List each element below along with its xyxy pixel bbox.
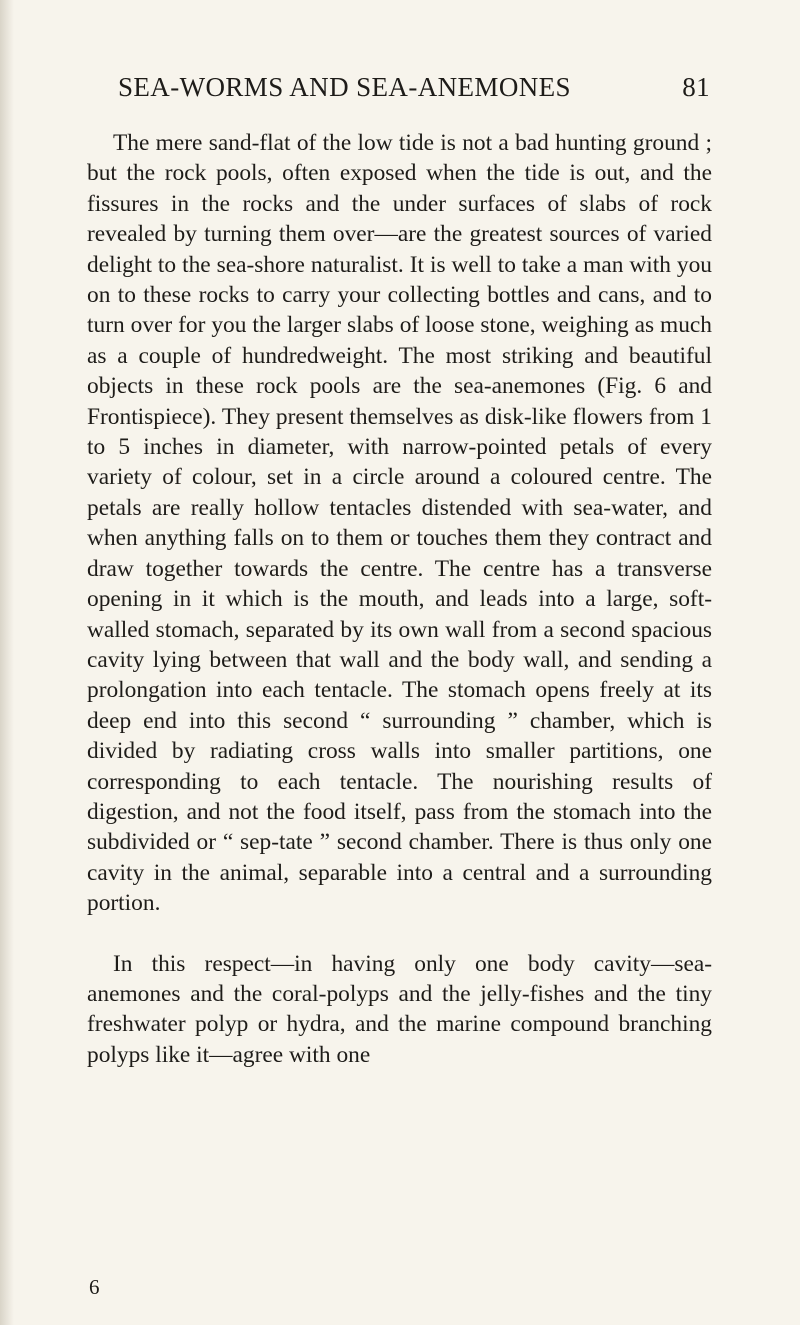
page-number: 81 <box>682 72 710 102</box>
body-text <box>87 128 712 1070</box>
paragraph: In this respect—in having only one body cavity—sea-anemones and the coral-polyps and the jelly-fishes and the tiny freshwater polyp or hydra, and the marine compound branching polyps like it—agree with one <box>87 950 712 1068</box>
running-title: SEA-WORMS AND SEA-ANEMONES <box>118 72 571 102</box>
page-gutter-shadow <box>0 0 14 1325</box>
signature-mark: 6 <box>89 1275 100 1299</box>
running-head <box>118 72 710 108</box>
paragraph: The mere sand-flat of the low tide is not a bad hunting ground ; but the rock pools, often exposed when the tide is out, and the fissures in the rocks and the under surfaces of slabs of rock revealed by turning them over—are the greatest sources of varied delight to the sea-shore naturalist. It is well to take a man with you on to these rocks to carry your collecting bottles and cans, and to turn over for you the larger slabs of loose stone, weighing as much as a couple of hundredweight. The most striking and beautiful objects in these rock pools are the sea-anemones (Fig. 6 and Frontispiece). They present themselves as disk-like flowers from 1 to 5 inches in diameter, with narrow-pointed petals of every variety of colour, set in a circle around a coloured centre. The petals are really hollow tentacles distended with sea-water, and when anything falls on to them or touches them they contract and draw together towards the centre. The centre has a transverse opening in it which is the mouth, and leads into a large, soft-walled stomach, separated by its own wall from a second spacious cavity lying between that wall and the body wall, and sending a prolongation into each tentacle. The stomach opens freely at its deep end into this second “ surrounding ” chamber, which is divided by radiating cross walls into smaller partitions, one corresponding to each tentacle. The nourishing results of digestion, and not the food itself, pass from the stomach into the subdivided or “ sep-tate ” second chamber. There is thus only one cavity in the animal, separable into a central and a surrounding portion. <box>87 130 712 917</box>
